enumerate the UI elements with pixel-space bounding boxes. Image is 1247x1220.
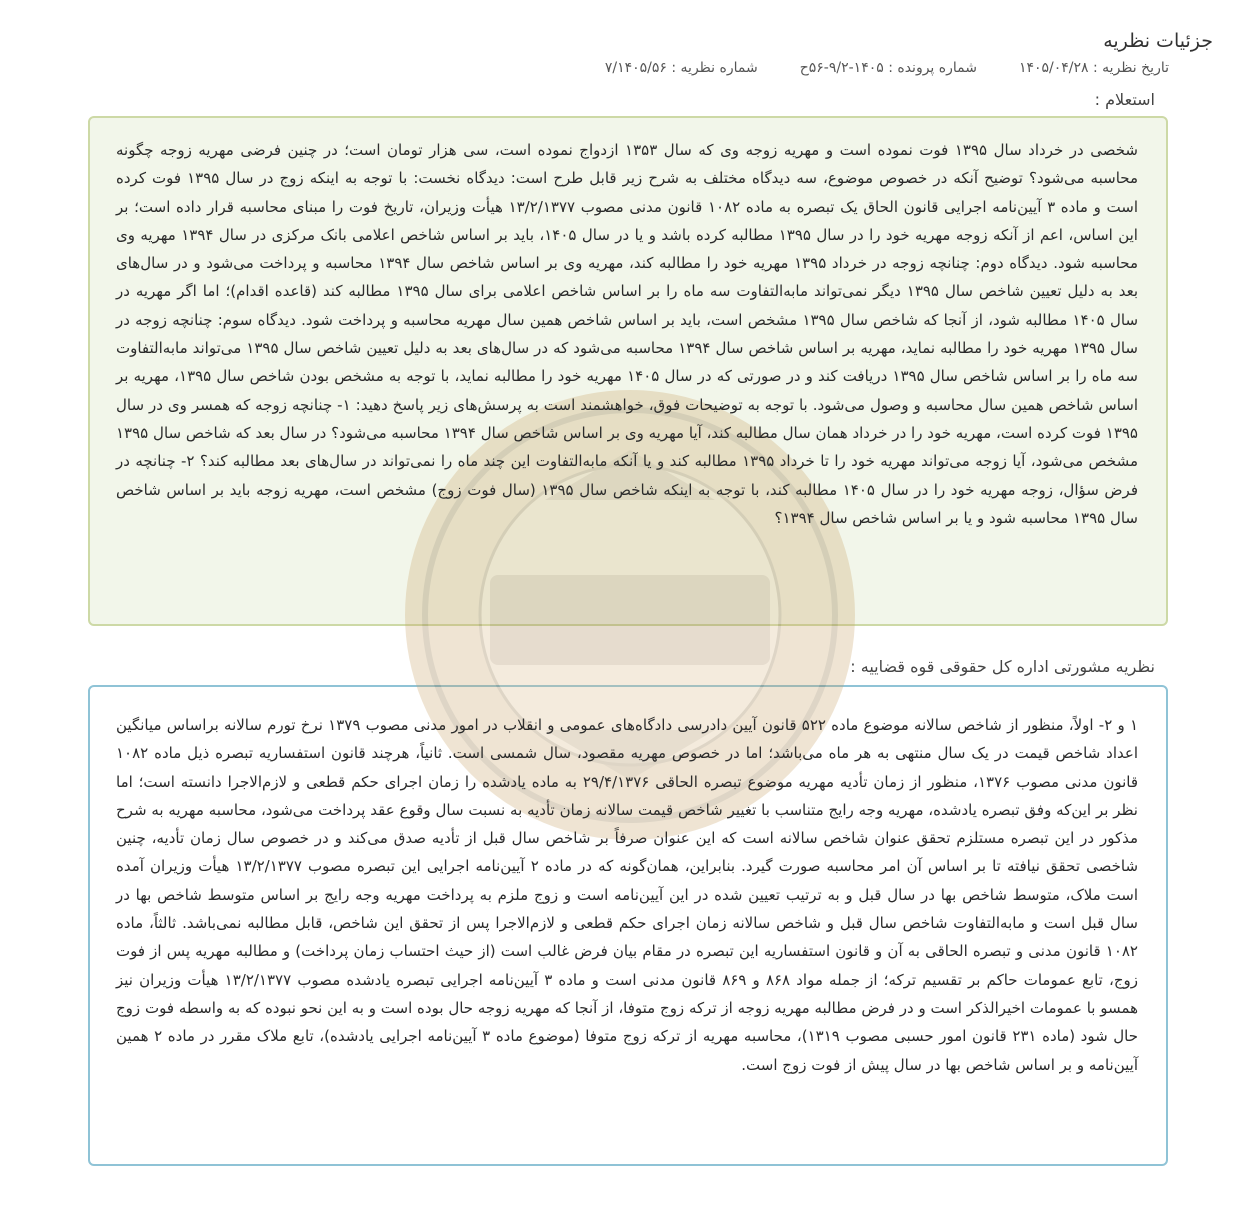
opinion-number: شماره نظریه : ۷/۱۴۰۵/۵۶ xyxy=(604,60,758,76)
case-number: شماره پرونده : ۱۴۰۵-۹/۲-۵۶ح xyxy=(799,60,977,76)
opinion-text: ۱ و ۲- اولاً، منظور از شاخص سالانه موضوع ماده ۵۲۲ قانون آیین دادرسی دادگاه‌های عمومی و انقلاب در امور مدنی مصوب ۱۳۷۹ نرخ تورم سالانه براساس میانگین اعداد شاخص قیمت در یک سال منتهی به هر ماه می‌باشد؛ اما در خصوص مهریه مقصود، سال شمسی است. ثانیاً، هرچند قانون استفساریه تبصره ذیل ماده ۱۰۸۲ قانون مدنی مصوب ۱۳۷۶، منظور از زمان تأدیه مهریه موضوع تبصره الحاقی ۲۹/۴/۱۳۷۶ به ماده یادشده را زمان اجرای حکم قطعی و لازم‌الاجرا دانسته است؛ اما نظر بر این‌که وفق تبصره یادشده، مهریه وجه رایج متناسب با تغییر شاخص قیمت سالانه زمان تأدیه به نسبت سال وقوع عقد پرداخت می‌شود، محاسبه مهریه به شرح مذکور در این تبصره مستلزم تحقق عنوان شاخص سالانه است که این عنوان صرفاً بر شاخص سال قبل از تأدیه صدق می‌کند و در خصوص سال زمان تأدیه، چنین شاخصی تحقق نیافته تا بر اساس آن امر محاسبه صورت گیرد. بنابراین، همان‌گونه که در ماده ۲ آیین‌نامه اجرایی این تبصره مصوب ۱۳/۲/۱۳۷۷ هیأت وزیران آمده است ملاک، متوسط شاخص بها در سال قبل و به ترتیب تعیین شده در این آیین‌نامه است و زوج ملزم به پرداخت مهریه وجه رایج بر اساس متوسط شاخص بها در سال قبل است و مابه‌التفاوت شاخص سال قبل و شاخص سالانه زمان اجرای حکم قطعی و لازم‌الاجرا پس از تحقق این شاخص، قابل مطالبه نمی‌باشد. ثالثاً، ماده ۱۰۸۲ قانون مدنی و تبصره الحاقی به آن و قانون استفساریه این تبصره در مقام بیان فرض غالب است (از حیث احتساب زمان پرداخت) و مطالبه مهریه پس از فوت زوج، تابع عمومات حاکم بر تقسیم ترکه؛ از جمله مواد ۸۶۸ و ۸۶۹ قانون مدنی است و ماده ۳ آیین‌نامه اجرایی تبصره یادشده مصوب ۱۳/۲/۱۳۷۷ هیأت وزیران نیز همسو با عمومات اخیرالذکر است و در فرض مطالبه مهریه زوجه از ترکه زوج متوفا، از آنجا که مهریه زوجه حال بوده است و به این نحو نبوده که به واسطه فوت زوج حال شود (ماده ۲۳۱ قانون امور حسبی مصوب ۱۳۱۹)، محاسبه مهریه از ترکه زوج متوفا (موضوع ماده ۳ آیین‌نامه اجرایی یادشده)، تابع ملاک مقرر در ماده ۲ همین آیین‌نامه و بر اساس شاخص بها در سال پیش از فوت زوج است. xyxy=(116,716,1139,1074)
inquiry-box xyxy=(88,116,1168,626)
inquiry-label: استعلام : xyxy=(1094,90,1155,109)
page-title: جزئیات نظریه xyxy=(1103,30,1213,52)
opinion-label: نظریه مشورتی اداره کل حقوقی قوه قضاییه : xyxy=(850,657,1155,676)
opinion-date: تاریخ نظریه : ۱۴۰۵/۰۴/۲۸ xyxy=(1018,60,1169,76)
opinion-box xyxy=(88,685,1168,1166)
opinion-meta xyxy=(605,60,1169,76)
inquiry-text: شخصی در خرداد سال ۱۳۹۵ فوت نموده است و مهریه زوجه وی که سال ۱۳۵۳ ازدواج نموده است، سی هزار تومان است؛ در چنین فرضی مهریه زوجه چگونه محاسبه می‌شود؟ توضیح آنکه در خصوص موضوع، سه دیدگاه مختلف به شرح زیر قابل طرح است: دیدگاه نخست: با توجه به اینکه زوج در سال ۱۳۹۵ فوت کرده است و ماده ۳ آیین‌نامه اجرایی قانون الحاق یک تبصره به ماده ۱۰۸۲ قانون مدنی مصوب ۱۳/۲/۱۳۷۷ هیأت وزیران، تاریخ فوت را مبنای محاسبه قرار داده است؛ بر این اساس، اعم از آنکه زوجه مهریه خود را در سال ۱۳۹۵ مطالبه کرده باشد و یا در سال ۱۴۰۵، باید بر اساس شاخص اعلامی بانک مرکزی در سال ۱۳۹۴ مهریه وی محاسبه شود. دیدگاه دوم: چنانچه زوجه در خرداد ۱۳۹۵ مهریه خود را مطالبه کند، مهریه وی بر اساس شاخص سال ۱۳۹۴ محاسبه و پرداخت می‌شود و در سال‌های بعد به دلیل تعیین شاخص سال ۱۳۹۵ دیگر نمی‌تواند مابه‌التفاوت سه ماه را بر اساس شاخص اعلامی برای سال ۱۳۹۵ مطالبه کند (قاعده اقدام)؛ اما اگر مهریه در سال ۱۴۰۵ مطالبه شود، از آنجا که شاخص سال ۱۳۹۵ مشخص است، باید بر اساس شاخص همین سال مهریه محاسبه و پرداخت شود. دیدگاه سوم: چنانچه زوجه در سال ۱۳۹۵ مهریه خود را مطالبه نماید، مهریه بر اساس شاخص سال ۱۳۹۴ محاسبه می‌شود که در سال‌های بعد به دلیل تعیین شاخص سال ۱۳۹۵ می‌تواند مابه‌التفاوت سه ماه را بر اساس شاخص سال ۱۳۹۵ دریافت کند و در صورتی که در سال ۱۴۰۵ مهریه خود را مطالبه نماید، با توجه به مشخص بودن شاخص سال ۱۳۹۵، مهریه بر اساس شاخص همین سال محاسبه و وصول می‌شود. با توجه به توضیحات فوق، خواهشمند است به پرسش‌های زیر پاسخ دهید: ۱- چنانچه زوجه که همسر وی در سال ۱۳۹۵ فوت کرده است، مهریه خود را در خرداد همان سال مطالبه کند، آیا مهریه وی بر اساس شاخص سال ۱۳۹۴ محاسبه می‌شود؟ در سال بعد که شاخص سال ۱۳۹۵ مشخص می‌شود، آیا زوجه می‌تواند مهریه خود را تا خرداد ۱۳۹۵ مطالبه کند و یا آنکه مابه‌التفاوت این چند ماه را نمی‌تواند در سال‌های بعد مطالبه کند؟ ۲- چنانچه در فرض سؤال، زوجه مهریه خود را در سال ۱۴۰۵ مطالبه کند، با توجه به اینکه شاخص سال ۱۳۹۵ (سال فوت زوج) مشخص است، مهریه زوجه باید بر اساس شاخص سال ۱۳۹۵ محاسبه شود و یا بر اساس شاخص سال ۱۳۹۴؟ xyxy=(116,141,1139,527)
